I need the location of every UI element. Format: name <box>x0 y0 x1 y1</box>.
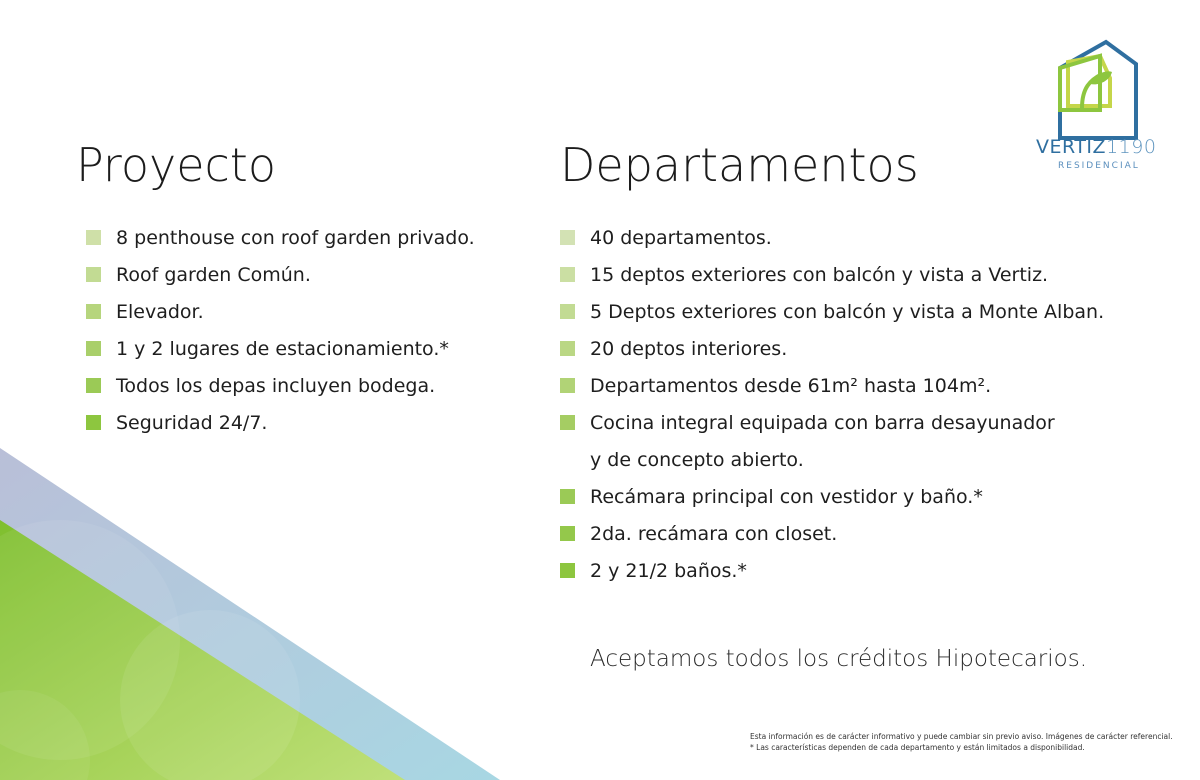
list-item: 15 deptos exteriores con balcón y vista a Vertiz. <box>560 259 1104 296</box>
bullet-square <box>560 304 575 319</box>
list-item: Departamentos desde 61m² hasta 104m². <box>560 370 1104 407</box>
bullet-square <box>560 341 575 356</box>
credit-statement: Aceptamos todos los créditos Hipotecarios. <box>590 646 1088 672</box>
list-item: 5 Deptos exteriores con balcón y vista a Monte Alban. <box>560 296 1104 333</box>
list-item: Seguridad 24/7. <box>86 407 475 444</box>
list-item-continuation: y de concepto abierto. <box>590 449 804 471</box>
bullet-square <box>86 230 101 245</box>
bullet-square <box>86 415 101 430</box>
bullet-square <box>560 489 575 504</box>
bullet-square <box>560 378 575 393</box>
proyecto-heading: Proyecto <box>76 138 276 192</box>
logo-wordmark <box>1036 136 1156 158</box>
bullet-square <box>86 267 101 282</box>
bullet-square <box>560 415 575 430</box>
disclaimer-line: * Las características dependen de cada departamento y están limitados a disponibilidad. <box>750 743 1085 752</box>
departamentos-list <box>560 222 1104 592</box>
list-item: Elevador. <box>86 296 475 333</box>
bullet-square <box>86 341 101 356</box>
bullet-square <box>86 378 101 393</box>
bullet-square <box>560 526 575 541</box>
bullet-square <box>560 267 575 282</box>
bullet-square <box>560 230 575 245</box>
disclaimer-line: Esta información es de carácter informativo y puede cambiar sin previo aviso. Imágenes de carácter referencial. <box>750 732 1173 741</box>
list-item: 2da. recámara con closet. <box>560 518 1104 555</box>
list-item: Recámara principal con vestidor y baño.* <box>560 481 1104 518</box>
proyecto-list <box>86 222 475 444</box>
departamentos-heading: Departamentos <box>560 138 919 192</box>
list-item: 40 departamentos. <box>560 222 1104 259</box>
logo-number: 1190 <box>1106 136 1157 158</box>
list-item: 2 y 21/2 baños.* <box>560 555 1104 592</box>
list-item: 20 deptos interiores. <box>560 333 1104 370</box>
list-item: 8 penthouse con roof garden privado. <box>86 222 475 259</box>
list-item: Cocina integral equipada con barra desayunador <box>560 407 1104 444</box>
logo-name: VERTIZ <box>1036 136 1107 158</box>
list-item: Roof garden Común. <box>86 259 475 296</box>
bullet-square <box>86 304 101 319</box>
list-item: Todos los depas incluyen bodega. <box>86 370 475 407</box>
list-item: 1 y 2 lugares de estacionamiento.* <box>86 333 475 370</box>
logo-subtitle: RESIDENCIAL <box>1058 161 1140 171</box>
bullet-square <box>560 563 575 578</box>
disclaimer <box>750 731 1173 753</box>
